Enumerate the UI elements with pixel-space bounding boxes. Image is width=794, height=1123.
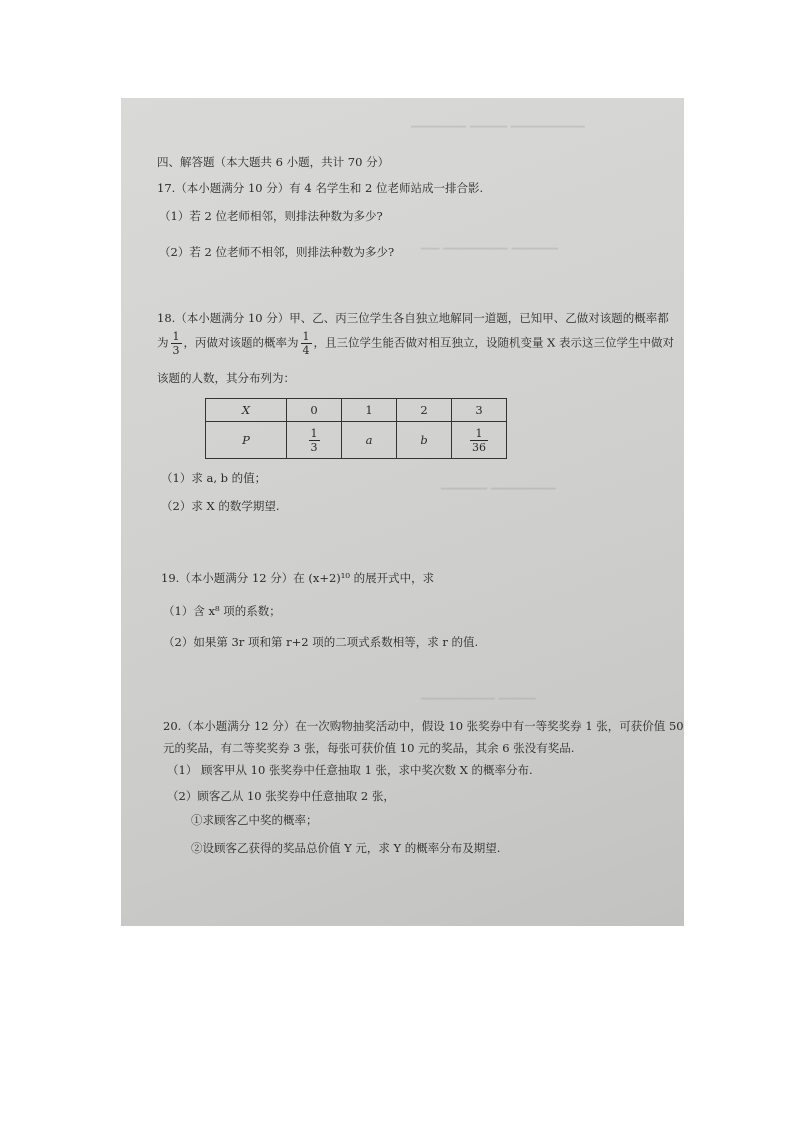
q20-part2a: ①求顾客乙中奖的概率；	[191, 813, 318, 827]
table-header-x: X	[206, 399, 287, 422]
bleed-through-text: ▔▔▔▔▔▔▔ ▔▔▔▔▔	[441, 488, 556, 502]
q18-line2-mid: ，丙做对该题的概率为	[183, 335, 299, 350]
table-cell-p2: b	[397, 422, 452, 459]
table-cell-p1: a	[342, 422, 397, 459]
table-header-3: 3	[452, 399, 507, 422]
fraction-one-third: $\frac{1}{3}$	[172, 330, 180, 357]
section-header: 四、解答题（本大题共 6 小题，共计 70 分）	[157, 155, 390, 169]
table-header-1: 1	[342, 399, 397, 422]
q20-part2: （2）顾客乙从 10 张奖券中任意抽取 2 张，	[167, 789, 395, 803]
q18-line3: 该题的人数，其分布列为：	[157, 371, 295, 385]
q18-line1: 18.（本小题满分 10 分）甲、乙、丙三位学生各自独立地解同一道题，已知甲、乙做对该题的概率都	[157, 311, 669, 325]
q19-part1: （1）含 x⁸ 项的系数；	[163, 604, 281, 618]
q20-part2b: ②设顾客乙获得的奖品总价值 Y 元，求 Y 的概率分布及期望.	[191, 841, 501, 855]
q19-stem: 19.（本小题满分 12 分）在 (x+2)¹⁰ 的展开式中，求	[161, 571, 435, 585]
bleed-through-text: ▔▔▔▔ ▔▔▔▔▔▔▔▔	[421, 698, 536, 712]
bleed-through-text: ▔▔▔▔▔ ▔▔▔▔▔▔▔ ▔▔	[421, 248, 558, 262]
q18-line2	[157, 330, 674, 357]
fraction-one-quarter: $\frac{1}{4}$	[302, 330, 310, 357]
q17-part2: （2）若 2 位老师不相邻，则排法种数为多少?	[159, 245, 395, 259]
q20-line2: 元的奖品，有二等奖奖券 3 张，每张可获价值 10 元的奖品，其余 6 张没有奖品.	[163, 741, 575, 755]
distribution-table	[205, 398, 507, 459]
table-header-2: 2	[397, 399, 452, 422]
table-cell-p0: $\frac{1}{3}$	[287, 422, 342, 459]
q18-line2-pre: 为	[157, 335, 169, 350]
q18-part1: （1）求 a, b 的值；	[161, 471, 267, 485]
table-header-0: 0	[287, 399, 342, 422]
q17-part1: （1）若 2 位老师相邻，则排法种数为多少?	[159, 209, 383, 223]
bleed-through-text: ▔▔▔▔▔▔▔▔ ▔▔▔▔ ▔▔▔▔▔▔	[411, 126, 585, 140]
table-row-label-p: P	[206, 422, 287, 459]
q18-line2-post: ，且三位学生能否做对相互独立，设随机变量 X 表示这三位学生中做对	[313, 335, 674, 350]
q17-stem: 17.（本小题满分 10 分）有 4 名学生和 2 位老师站成一排合影.	[157, 181, 484, 195]
q20-line1: 20.（本小题满分 12 分）在一次购物抽奖活动中，假设 10 张奖券中有一等奖奖券 1 张，可获价值 50	[163, 719, 684, 733]
q19-part2: （2）如果第 3r 项和第 r+2 项的二项式系数相等，求 r 的值.	[163, 635, 479, 649]
exam-photo	[121, 98, 684, 926]
table-cell-p3: $\frac{1}{36}$	[452, 422, 507, 459]
q20-part1: （1） 顾客甲从 10 张奖券中任意抽取 1 张，求中奖次数 X 的概率分布.	[167, 763, 533, 777]
q18-part2: （2）求 X 的数学期望.	[161, 499, 280, 513]
